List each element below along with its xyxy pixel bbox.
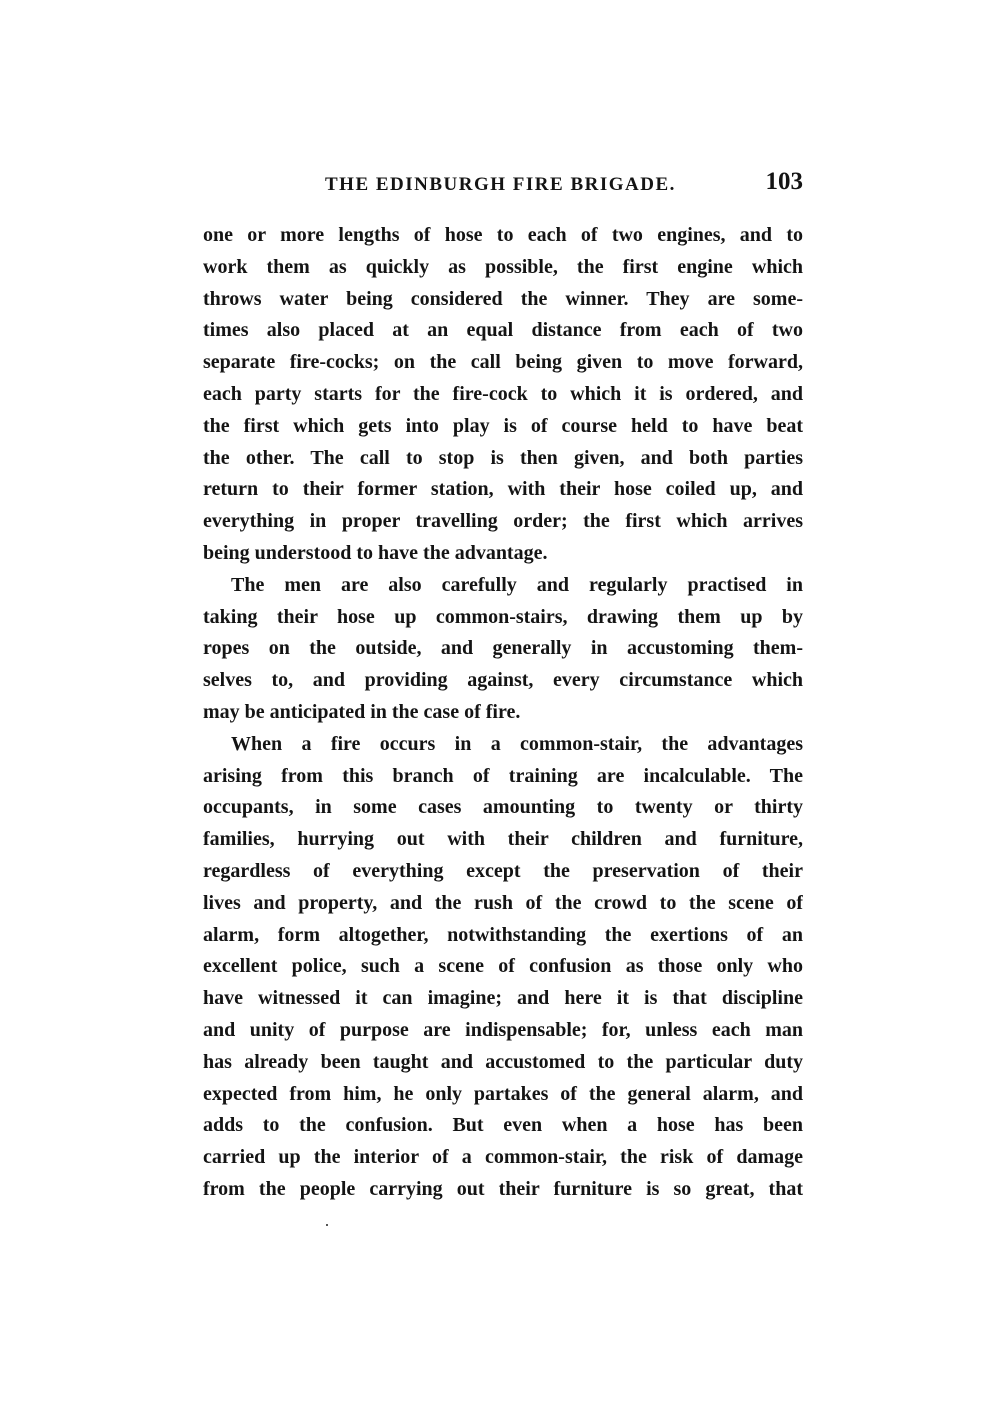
paragraph-1 xyxy=(203,220,803,570)
text-line: alarm, form altogether, notwithstanding the exertions of an xyxy=(203,923,803,946)
text-line: occupants, in some cases amounting to twenty or thirty xyxy=(203,796,803,819)
text-line: carried up the interior of a common-stair, the risk of damage xyxy=(203,1146,803,1169)
text-line: ropes on the outside, and generally in accustoming them- xyxy=(203,637,803,660)
text-line: The men are also carefully and regularly practised in xyxy=(231,573,803,596)
text-line: each party starts for the fire-cock to which it is ordered, and xyxy=(203,382,803,405)
running-head xyxy=(203,168,803,208)
text-line: being understood to have the advantage. xyxy=(203,541,548,564)
body-text xyxy=(203,220,803,1206)
page-number: 103 xyxy=(765,168,803,195)
text-line: When a fire occurs in a common-stair, the advantages xyxy=(231,732,803,755)
text-line: may be anticipated in the case of fire. xyxy=(203,700,521,723)
text-line: families, hurrying out with their children and furniture, xyxy=(203,828,803,851)
text-line: one or more lengths of hose to each of two engines, and to xyxy=(203,224,803,246)
running-title: THE EDINBURGH FIRE BRIGADE. xyxy=(325,174,676,195)
text-line: separate fire-cocks; on the call being given to move forward, xyxy=(203,351,803,374)
text-line: lives and property, and the rush of the crowd to the scene of xyxy=(203,891,803,914)
ink-speck xyxy=(326,1224,328,1226)
text-line: adds to the confusion. But even when a hose has been xyxy=(203,1114,803,1137)
text-line: the other. The call to stop is then given, and both parties xyxy=(203,446,803,469)
text-line: throws water being considered the winner. They are some- xyxy=(203,287,803,310)
paragraph-3 xyxy=(203,729,803,1206)
text-line: taking their hose up common-stairs, drawing them up by xyxy=(203,605,803,628)
text-line: return to their former station, with their hose coiled up, and xyxy=(203,478,803,501)
text-line: from the people carrying out their furniture is so great, that xyxy=(203,1177,803,1200)
text-line: arising from this branch of training are incalculable. The xyxy=(203,764,803,787)
text-line: selves to, and providing against, every circumstance which xyxy=(203,669,803,692)
text-line: times also placed at an equal distance from each of two xyxy=(203,319,803,342)
text-line: has already been taught and accustomed to the particular duty xyxy=(203,1050,803,1073)
text-line: and unity of purpose are indispensable; for, unless each man xyxy=(203,1018,803,1041)
text-line: everything in proper travelling order; the first which arrives xyxy=(203,510,803,533)
text-line: regardless of everything except the preservation of their xyxy=(203,859,803,882)
paragraph-2 xyxy=(203,570,803,729)
text-line: expected from him, he only partakes of the general alarm, and xyxy=(203,1082,803,1105)
text-line: excellent police, such a scene of confusion as those only who xyxy=(203,955,803,978)
text-line: have witnessed it can imagine; and here it is that discipline xyxy=(203,987,803,1010)
text-line: the first which gets into play is of course held to have beat xyxy=(203,414,803,437)
text-line: work them as quickly as possible, the first engine which xyxy=(203,255,803,278)
